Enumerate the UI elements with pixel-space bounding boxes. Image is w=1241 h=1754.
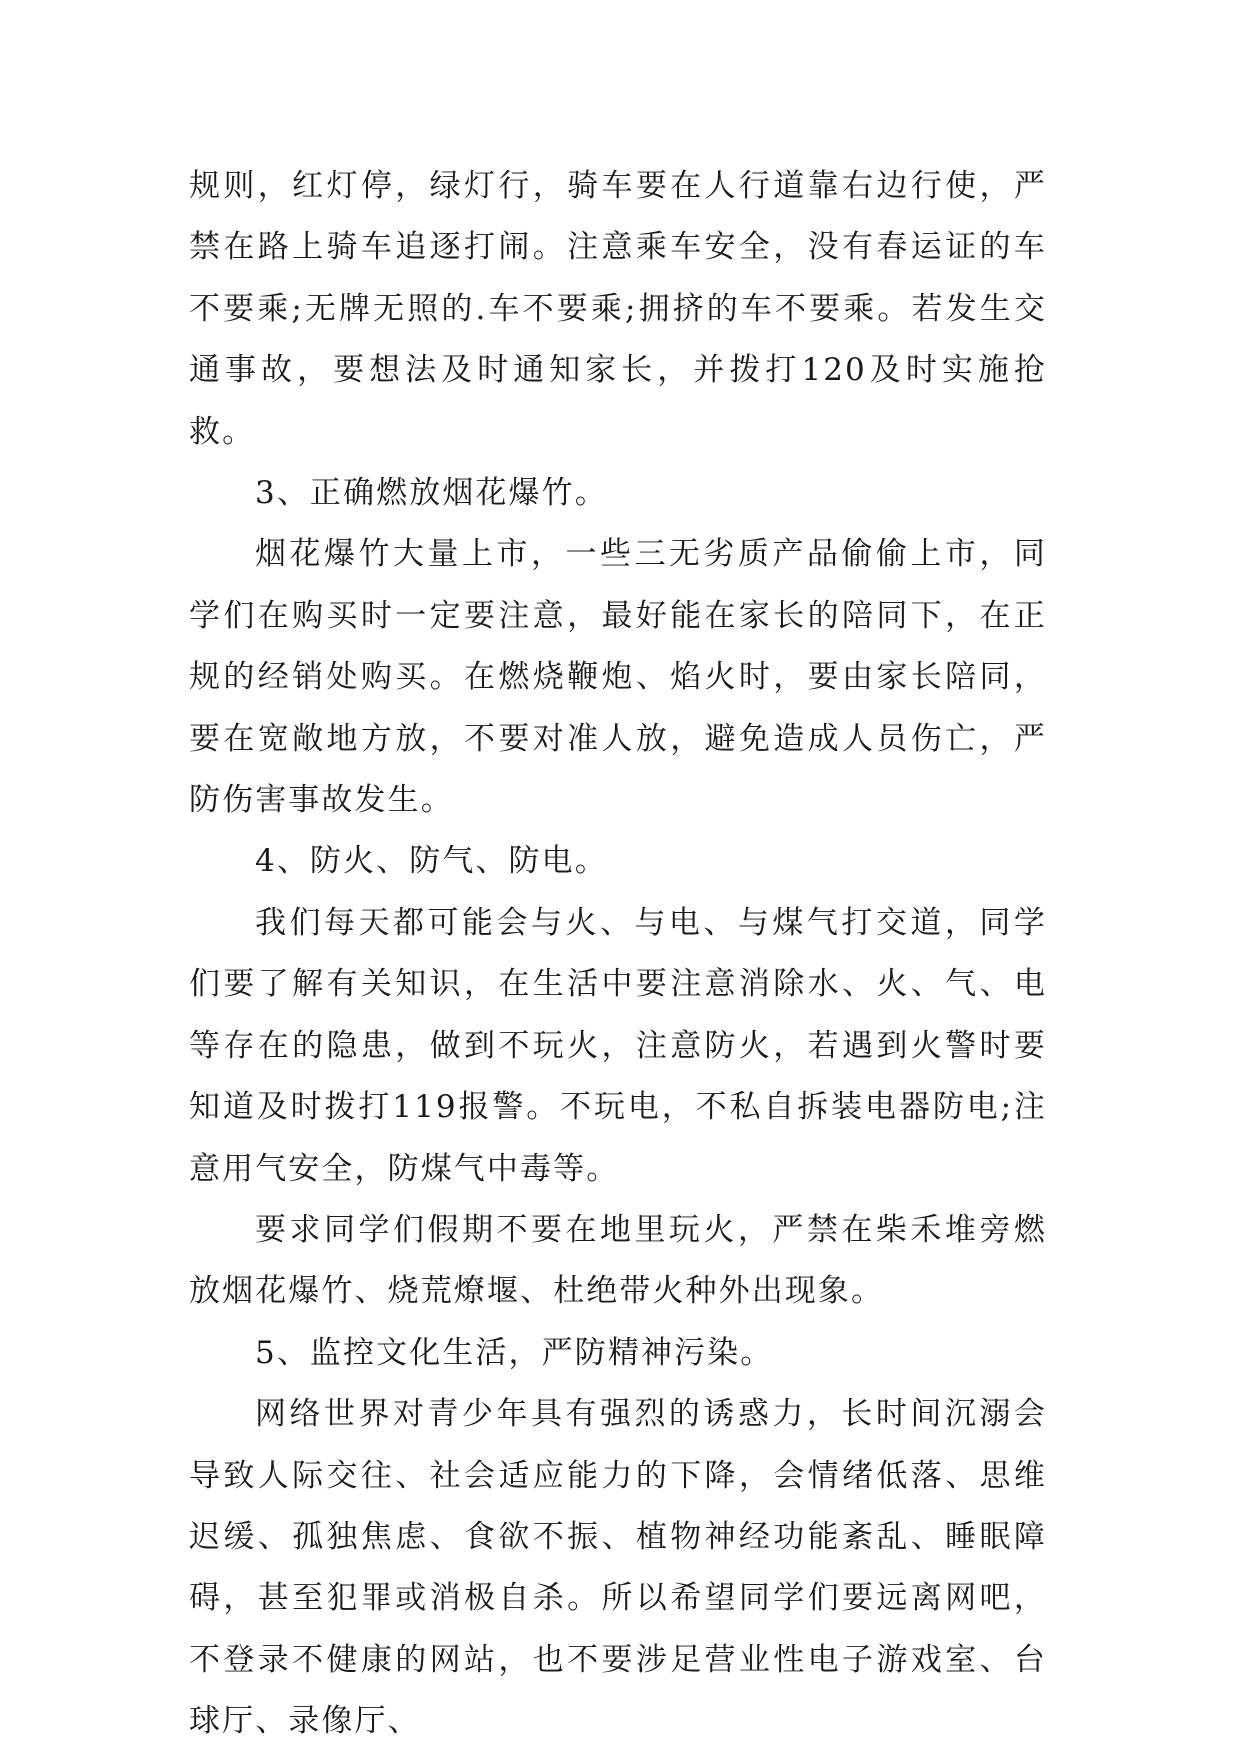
paragraph-no-fire-in-fields: 要求同学们假期不要在地里玩火，严禁在柴禾堆旁燃放烟花爆竹、烧荒燎堰、杜绝带火种外出现象。	[189, 1211, 1047, 1310]
paragraph-fire-gas-electricity: 我们每天都可能会与火、与电、与煤气打交道，同学们要了解有关知识，在生活中要注意消除水、火、气、电等存在的隐患，做到不玩火，注意防火，若遇到火警时要知道及时拨打119报警。不玩电，不私自拆装电器防电;注意用气安全，防煤气中毒等。	[189, 904, 1047, 1187]
section-heading-fireworks: 3、正确燃放烟花爆竹。	[255, 475, 608, 512]
section-heading-fire-gas-electricity: 4、防火、防气、防电。	[255, 843, 608, 880]
document-body	[189, 156, 1047, 1753]
section-heading-cultural-life: 5、监控文化生活，严防精神污染。	[255, 1334, 774, 1371]
paragraph-traffic-rules-continued: 规则，红灯停，绿灯行，骑车要在人行道靠右边行使，严禁在路上骑车追逐打闹。注意乘车安全，没有春运证的车不要乘;无牌无照的.车不要乘;拥挤的车不要乘。若发生交通事故，要想法及时通知家长，并拨打120及时实施抢救。	[189, 168, 1047, 450]
paragraph-fireworks: 烟花爆竹大量上市，一些三无劣质产品偷偷上市，同学们在购买时一定要注意，最好能在家长的陪同下，在正规的经销处购买。在燃烧鞭炮、焰火时，要由家长陪同，要在宽敞地方放，不要对准人放，避免造成人员伤亡，严防伤害事故发生。	[189, 536, 1047, 819]
paragraph-internet-addiction: 网络世界对青少年具有强烈的诱惑力，长时间沉溺会导致人际交往、社会适应能力的下降，会情绪低落、思维迟缓、孤独焦虑、食欲不振、植物神经功能紊乱、睡眠障碍，甚至犯罪或消极自杀。所以希望同学们要远离网吧，不登录不健康的网站，也不要涉足营业性电子游戏室、台球厅、录像厅、	[189, 1396, 1047, 1740]
